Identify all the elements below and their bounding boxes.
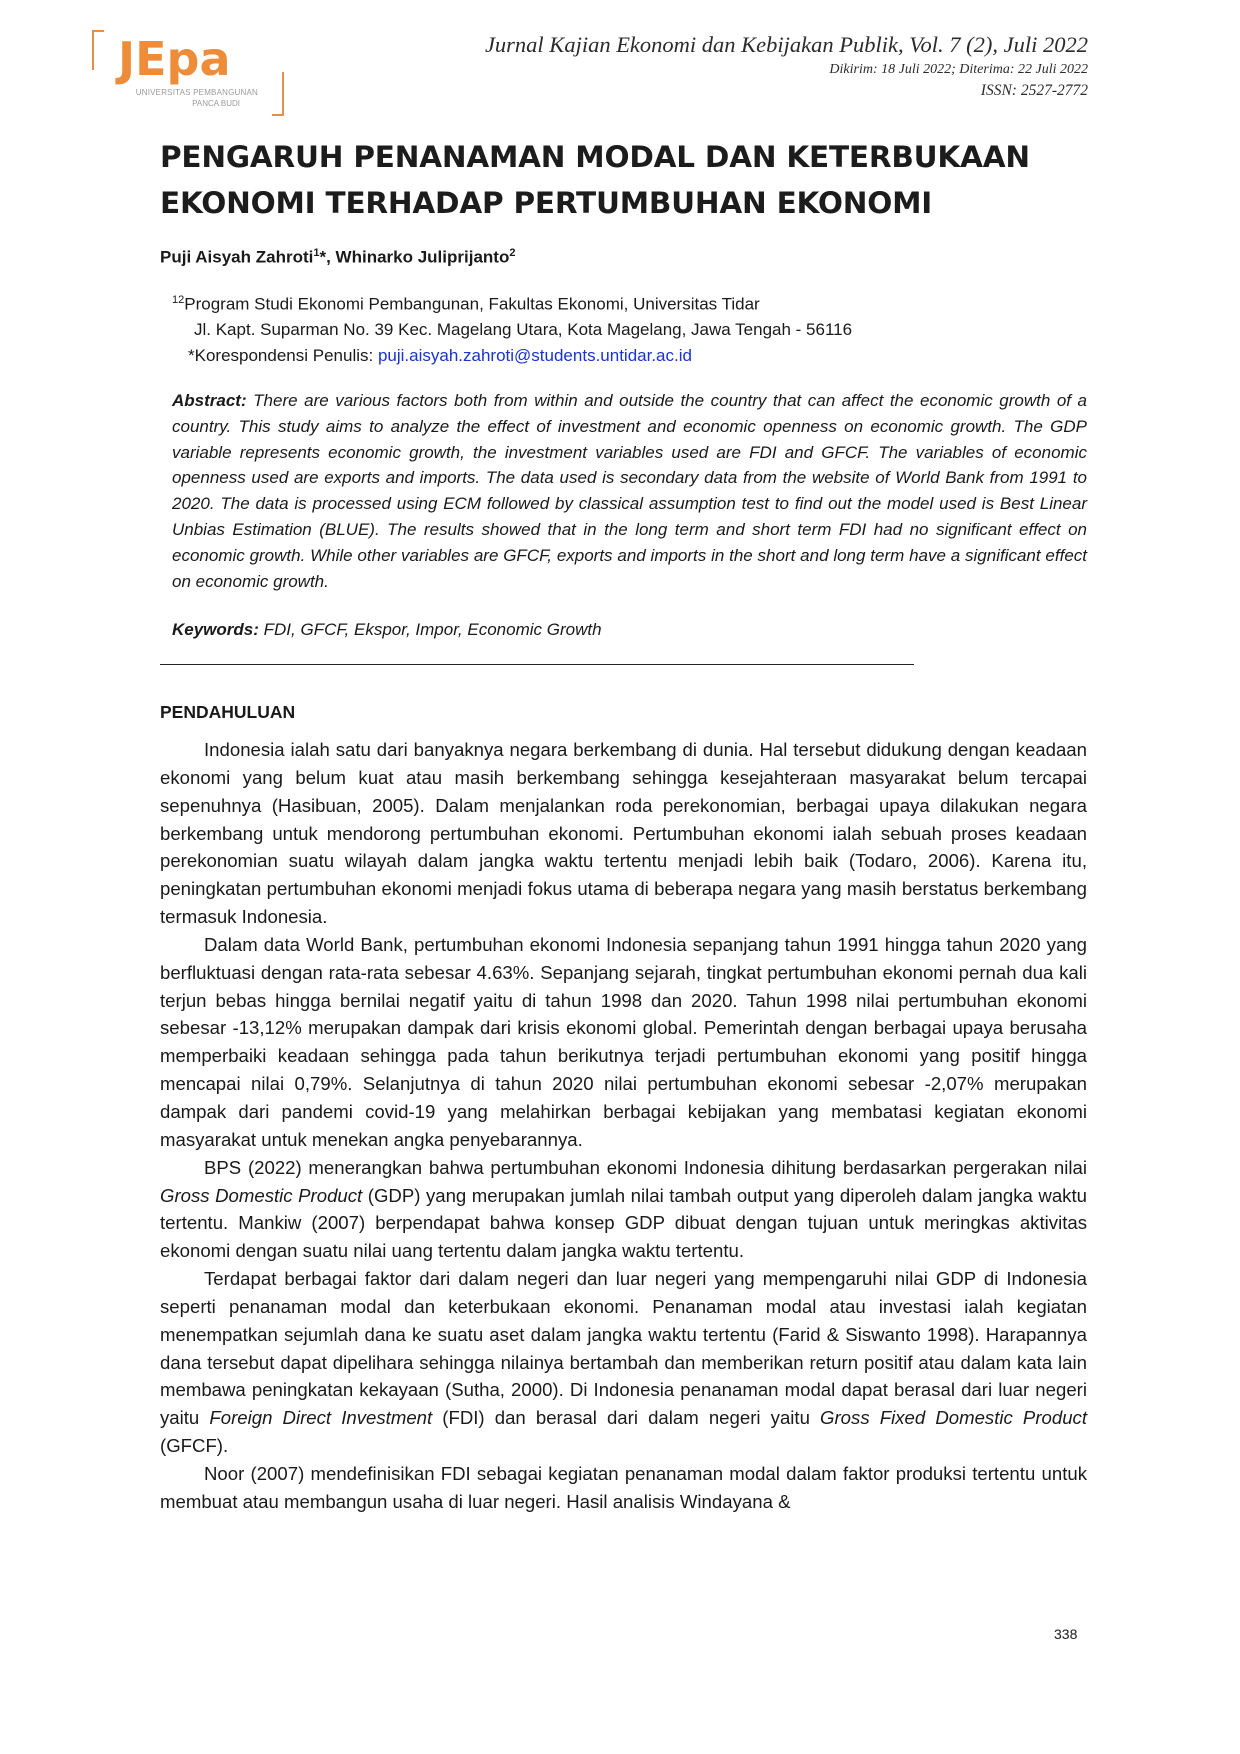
section-divider [160, 664, 914, 665]
paragraph-4-part-2: (FDI) dan berasal dari dalam negeri yaitu [432, 1407, 821, 1429]
paragraph-4-part-1: Terdapat berbagai faktor dari dalam negeri dan luar negeri yang mempengaruhi nilai GDP di Indonesia seperti penanaman modal dan keterbukaan ekonomi. Penanaman modal atau investasi ialah kegiatan menempatkan sejumlah dana ke suatu aset dalam jangka waktu tertentu (Farid & Siswanto 1998). Harapannya dana tersebut dapat dipelihara sehingga nilainya bertambah dan memberikan return positif atau dalam kata lain membawa peningkatan kekayaan (Sutha, 2000). Di Indonesia penanaman modal dapat berasal dari luar negeri yaitu [160, 1268, 1087, 1429]
journal-header [485, 30, 1088, 102]
paragraph-4-term-gfcf: Gross Fixed Domestic Product [820, 1407, 1087, 1429]
author-list [160, 247, 1087, 268]
affiliation-address: Jl. Kapt. Suparman No. 39 Kec. Magelang Utara, Kota Magelang, Jawa Tengah - 56116 [194, 320, 853, 340]
author-2-affil-sup: 2 [509, 247, 516, 259]
affiliation-sup: 12 [172, 294, 185, 306]
correspondence-email-link[interactable]: puji.aisyah.zahroti@students.untidar.ac.id [377, 345, 692, 365]
keywords-label: Keywords: [172, 620, 259, 639]
paragraph-3 [160, 1154, 1087, 1265]
abstract-colon: : [240, 391, 247, 410]
affiliation-program: Program Studi Ekonomi Pembangunan, Fakultas Ekonomi, Universitas Tidar [184, 294, 760, 314]
correspondence-label: *Korespondensi Penulis: [188, 345, 378, 365]
article-title-line-1: PENGARUH PENANAMAN MODAL DAN KETERBUKAAN [160, 140, 1030, 174]
paragraph-4-part-3: (GFCF). [160, 1435, 229, 1457]
paragraph-3-part-2: (GDP) yang merupakan jumlah nilai tambah output yang diperoleh dalam jangka waktu tertentu. Mankiw (2007) berpendapat bahwa konsep GDP dibuat dengan tujuan untuk meringkas aktivitas ekonomi dengan suatu nilai uang tertentu dalam jangka waktu tertentu. [160, 1184, 1087, 1262]
article-title [160, 134, 1087, 226]
paragraph-4 [160, 1265, 1087, 1460]
abstract [172, 388, 1087, 594]
abstract-text: There are various factors both from within and outside the country that can affect the economic growth of a country. This study aims to analyze the effect of investment and economic openness on economic growth. The GDP variable represents economic growth, the investment variables used are FDI and GFCF. The variables of economic openness used are exports and imports. The data used is secondary data from the website of World Bank from 1991 to 2020. The data is processed using ECM followed by classical assumption test to find out the model used is Best Linear Unbias Estimation (BLUE). The results showed that in the long term and short term FDI had no significant effect on economic growth. While other variables are GFCF, exports and imports in the short and long term have a significant effect on economic growth. [172, 391, 1087, 591]
paragraph-1: Indonesia ialah satu dari banyaknya negara berkembang di dunia. Hal tersebut didukung dengan keadaan ekonomi yang belum kuat atau masih berkembang sehingga kesejahteraan masyarakat belum tercapai sepenuhnya (Hasibuan, 2005). Dalam menjalankan roda perekonomian, berbagai upaya dilakukan negara berkembang untuk mendorong pertumbuhan ekonomi. Pertumbuhan ekonomi ialah sebuah proses keadaan perekonomian suatu wilayah dalam jangka waktu tertentu menjadi lebih baik (Todaro, 2006). Karena itu, peningkatan pertumbuhan ekonomi menjadi fokus utama di beberapa negara yang masih berstatus berkembang termasuk Indonesia. [160, 739, 1087, 928]
article-title-line-2: EKONOMI TERHADAP PERTUMBUHAN EKONOMI [160, 186, 933, 220]
page-number: 338 [1054, 1626, 1078, 1642]
paragraph-3-term-gdp: Gross Domestic Product [160, 1184, 363, 1206]
paragraph-2: Dalam data World Bank, pertumbuhan ekonomi Indonesia sepanjang tahun 1991 hingga tahun 2020 yang berfluktuasi dengan rata-rata sebesar 4.63%. Sepanjang sejarah, tingkat pertumbuhan ekonomi pernah dua kali terjun bebas hingga bernilai negatif yaitu di tahun 1998 dan 2020. Tahun 1998 nilai pertumbuhan ekonomi sebesar -13,12% merupakan dampak dari krisis ekonomi global. Pemerintah dengan berbagai upaya berusaha memperbaiki keadaan sehingga pada tahun berikutnya terjadi pertumbuhan ekonomi yang positif hingga mencapai nilai 0,79%. Selanjutnya di tahun 2020 nilai pertumbuhan ekonomi sebesar -2,07% merupakan dampak dari pandemi covid-19 yang melahirkan berbagai kebijakan yang membatasi kegiatan ekonomi masyarakat untuk menekan angka penyebarannya. [160, 933, 1087, 1150]
section-heading: PENDAHULUAN [160, 702, 296, 722]
affiliation-block [172, 288, 1099, 368]
body-text [160, 736, 1087, 1516]
logo-subtitle-1: UNIVERSITAS PEMBANGUNAN [135, 88, 258, 97]
author-1-corr-mark: *, [319, 247, 331, 267]
author-1: Puji Aisyah Zahroti [160, 247, 314, 267]
abstract-label: Abstract [172, 391, 241, 410]
paragraph-4-term-fdi: Foreign Direct Investment [209, 1407, 433, 1429]
submission-dates: Dikirim: 18 Juli 2022; Diterima: 22 Juli 2022 [829, 62, 1088, 77]
logo-bracket-left [92, 30, 104, 70]
journal-title: Jurnal Kajian Ekonomi dan Kebijakan Publik, Vol. 7 (2), Juli 2022 [484, 32, 1088, 57]
keywords [172, 620, 1099, 640]
logo-wordmark: JEpa [118, 32, 231, 86]
author-1-affil-sup: 1 [313, 247, 320, 259]
correspondence-line [172, 343, 1099, 369]
logo-bracket-right [272, 72, 284, 116]
author-2: Whinarko Juliprijanto [335, 247, 510, 267]
paragraph-5: Noor (2007) mendefinisikan FDI sebagai kegiatan penanaman modal dalam faktor produksi tertentu untuk membuat atau membangun usaha di luar negeri. Hasil analisis Windayana & [160, 1462, 1087, 1512]
affiliation-line-1 [172, 288, 1099, 317]
logo-subtitle-2: PANCA BUDI [192, 99, 240, 108]
issn: ISSN: 2527-2772 [980, 82, 1088, 99]
paragraph-3-part-1: BPS (2022) menerangkan bahwa pertumbuhan ekonomi Indonesia dihitung berdasarkan pergerakan nilai [204, 1156, 1087, 1178]
journal-logo [92, 28, 284, 118]
keywords-text: FDI, GFCF, Ekspor, Impor, Economic Growth [258, 620, 602, 639]
